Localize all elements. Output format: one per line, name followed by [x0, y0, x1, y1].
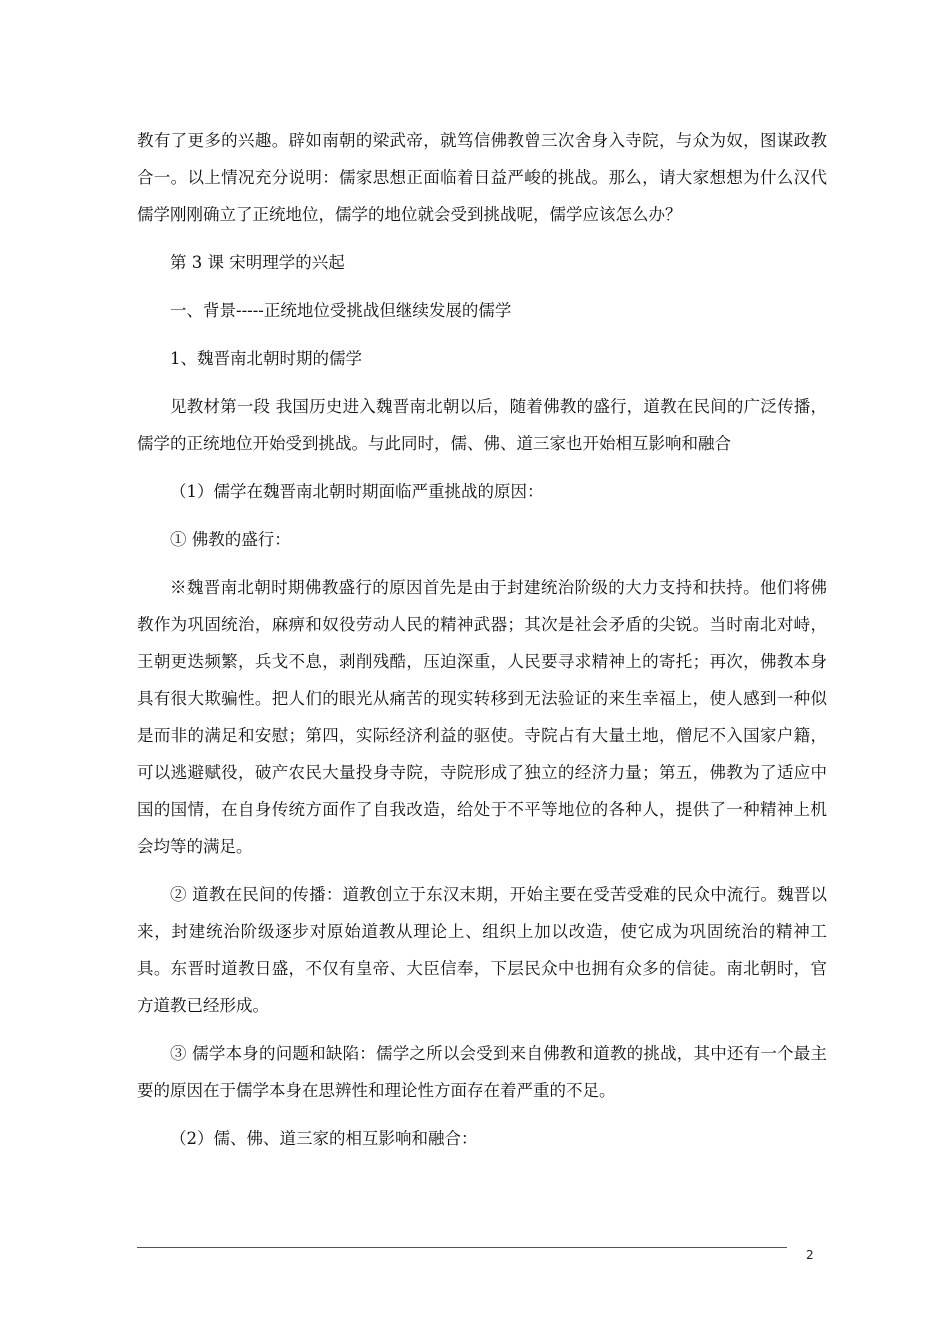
- paragraph-buddhism-reasons: ※魏晋南北朝时期佛教盛行的原因首先是由于封建统治阶级的大力支持和扶持。他们将佛教作为巩固统治，麻痹和奴役劳动人民的精神武器；其次是社会矛盾的尖锐。当时南北对峙，王朝更迭频繁，兵戈不息，剥削残酷，压迫深重，人民要寻求精神上的寄托；再次，佛教本身具有很大欺骗性。把人们的眼光从痛苦的现实转移到无法验证的来生幸福上，使人感到一种似是而非的满足和安慰；第四，实际经济利益的驱使。寺院占有大量土地，僧尼不入国家户籍，可以逃避赋役，破产农民大量投身寺院，寺院形成了独立的经济力量；第五，佛教为了适应中国的国情，在自身传统方面作了自我改造，给处于不平等地位的各种人，提供了一种精神上机会均等的满足。: [137, 578, 827, 856]
- footer-divider: [137, 1247, 787, 1248]
- paragraph-taoism-spread: ② 道教在民间的传播：道教创立于东汉末期，开始主要在受苦受难的民众中流行。魏晋以来，封建统治阶级逐步对原始道教从理论上、组织上加以改造，使它成为巩固统治的精神工具。东晋时道教日盛，不仅有皇帝、大臣信奉，下层民众中也拥有众多的信徒。南北朝时，官方道教已经形成。: [137, 885, 827, 1015]
- heading-challenge-reasons: （1）儒学在魏晋南北朝时期面临严重挑战的原因：: [170, 482, 544, 501]
- page-number: 2: [806, 1248, 814, 1262]
- page-body: [137, 122, 827, 1168]
- paragraph-continuation: 教有了更多的兴趣。辟如南朝的梁武帝，就笃信佛教曾三次舍身入寺院，与众为奴，图谋政教合一。以上情况充分说明：儒家思想正面临着日益严峻的挑战。那么，请大家想想为什么汉代儒学刚刚确立了正统地位，儒学的地位就会受到挑战呢，儒学应该怎么办？: [137, 131, 827, 224]
- paragraph-textbook-intro: 见教材第一段 我国历史进入魏晋南北朝以后，随着佛教的盛行，道教在民间的广泛传播，儒学的正统地位开始受到挑战。与此同时，儒、佛、道三家也开始相互影响和融合: [137, 397, 827, 453]
- heading-buddhism-prevalence: ① 佛教的盛行：: [170, 530, 291, 549]
- subsection-heading-wei-jin: 1、魏晋南北朝时期的儒学: [170, 349, 362, 368]
- heading-three-teachings-fusion: （2）儒、佛、道三家的相互影响和融合：: [170, 1129, 478, 1148]
- lesson-title: 第 3 课 宋明理学的兴起: [170, 253, 345, 272]
- paragraph-confucian-defects: ③ 儒学本身的问题和缺陷：儒学之所以会受到来自佛教和道教的挑战，其中还有一个最主要的原因在于儒学本身在思辨性和理论性方面存在着严重的不足。: [137, 1044, 827, 1100]
- section-heading-background: 一、背景-----正统地位受挑战但继续发展的儒学: [170, 301, 512, 320]
